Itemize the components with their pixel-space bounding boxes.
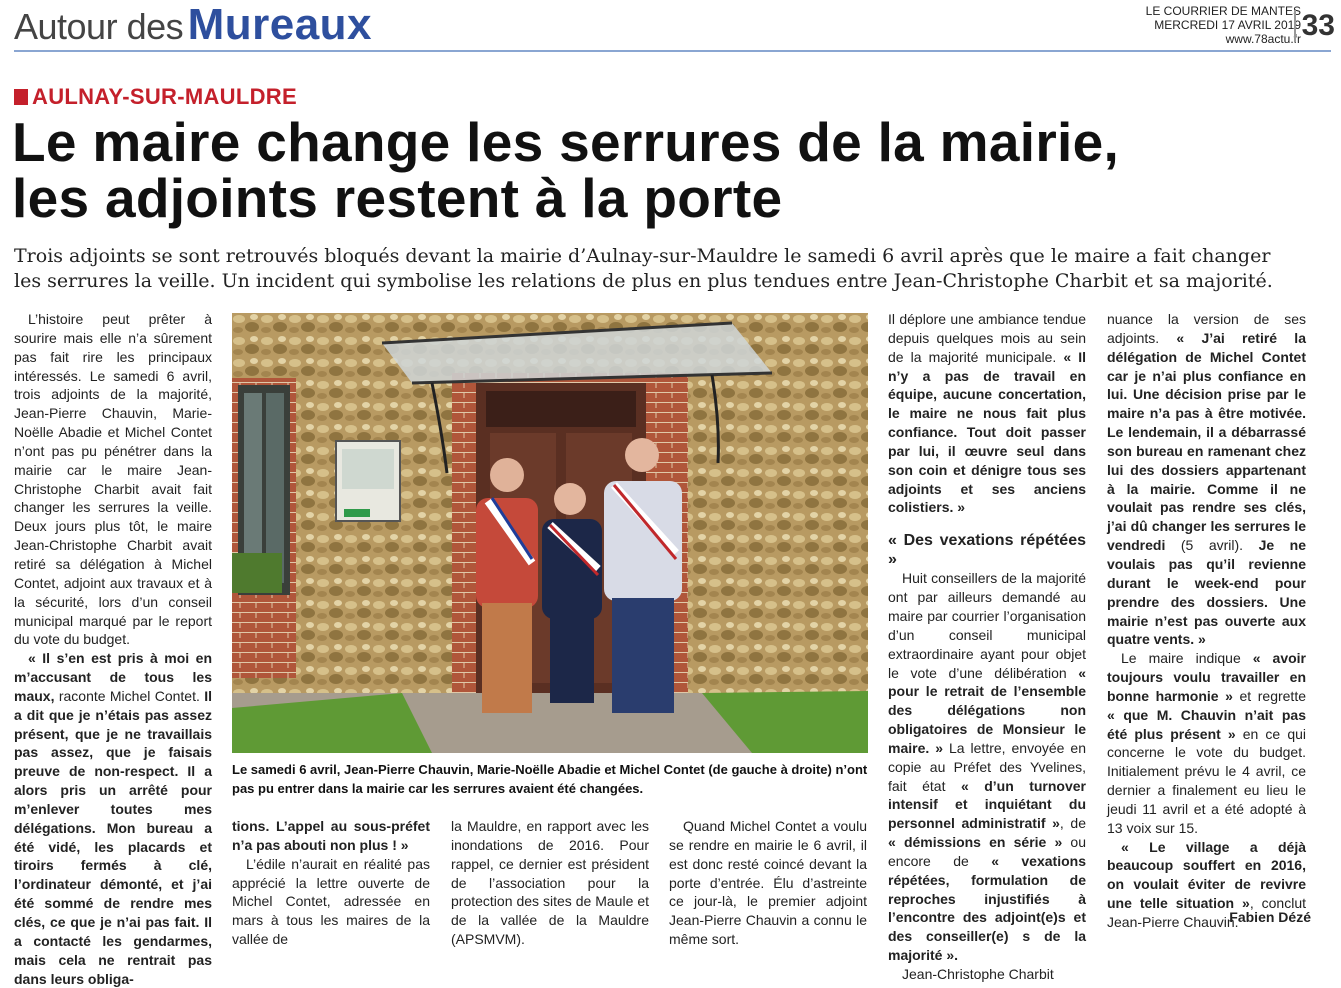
paragraph: Huit conseillers de la majorité ont par ailleurs demandé au maire par courrier l’organisation d’un conseil municipal extraordinaire ayant pour objet le vote d’une délibération « pour le retrait de l’ensemble des délégations non obligatoires de Monsieur le maire. » La lettre, envoyée en copie au Préfet des Yvelines, fait état « d’un turnover intensif et inquiétant du personnel administratif », de « démissions en série » ou encore de « vexations répétées, formulation de reproches injustifiés à l’encontre des adjoint(e)s et des conseiller(e) s de la majorité ». [888,570,1086,964]
section-town: Mureaux [187,0,373,49]
byline: Fabien Dézé [1229,909,1311,925]
article-photo [232,313,868,753]
kicker [14,84,297,110]
paragraph: Jean-Christophe Charbit [902,966,1054,982]
kicker-square-icon [14,89,28,105]
photo-caption: Le samedi 6 avril, Jean-Pierre Chauvin, Marie-Noëlle Abadie et Michel Contet (de gauche à droite) n’ont pas pu entrer dans la mairie car les serrures avaient été changées. [232,762,868,796]
paper-name: LE COURRIER DE MANTES [1145,4,1301,18]
paragraph: tions. L’appel au sous-préfet n’a pas abouti non plus ! » [232,818,430,853]
column-4 [669,817,867,949]
paper-info [1146,4,1301,46]
headline [12,111,1332,229]
column-5 [888,310,1086,984]
paragraph: nuance la version de ses adjoints. « J’ai retiré la délégation de Michel Contet car je n’ai plus confiance en lui. Une décision prise par le maire n’a pas à être motivée. Le lendemain, il a débarrassé son bureau en ramenant chez lui des dossiers appartenant à la mairie. Comme il ne voulait pas rendre ses clés, j’ai dû changer les serrures le vendredi (5 avril). Je ne voulais pas qu’il revienne durant le week-end pour prendre des dossiers. Une mairie n’est pas ouverte aux quatre vents. » [1107,311,1306,648]
column-1 [14,310,212,988]
paragraph: « Le village a déjà beaucoup souffert en 2016, on voulait éviter de revivre une telle situation », conclut Jean-Pierre Chauvin. [1107,838,1306,930]
section-header [14,0,373,49]
paragraph: la Mauldre, en rapport avec les inondations de 2016. Pour rappel, ce dernier est président de l’association pour la protection des sites de Maule et de la vallée de la Mauldre (APSMVM). [451,818,649,948]
town-hall-photo [232,313,868,753]
section-prefix: Autour des [14,6,184,47]
paragraph: « Il s’en est pris à moi en m’accusant de tous les maux, raconte Michel Contet. Il a dit que je n’étais pas assez présent, que je ne travaillais pas assez, que je faisais preuve de non-respect. Il a alors pris un arrêté pour m’enlever toutes mes délégations. Mon bureau a été vidé, les placards et tiroirs fermés à clé, l’ordinateur démonté, et j’ai été sommé de rendre mes clés, ce que je n’ai pas fait. Il a contacté les gendarmes, mais cela ne rentrait pas dans leurs obliga- [14,650,212,987]
paragraph: Le maire indique « avoir toujours voulu travailler en bonne harmonie » et regrette « que M. Chauvin n’ait pas été plus présent » en ce qui concerne le vote du budget. Initialement prévu le 4 avril, ce dernier a finalement eu lieu le jeudi 11 avril et a été adopté à 13 voix sur 15. [1107,650,1307,836]
standfirst-line-2: les serrures la veille. Un incident qui symbolise les relations de plus en plus tendues entre Jean-Christophe Charbit et sa majorité. [14,270,1273,292]
standfirst [14,244,1324,294]
page-number: 33 [1294,10,1335,42]
column-6 [1107,310,1306,932]
paper-website: www.78actu.fr [1225,32,1301,46]
column-3 [451,817,649,949]
issue-date: MERCREDI 17 AVRIL 2019 [1154,18,1301,32]
headline-line-2: les adjoints restent à la porte [12,167,783,229]
column-2 [232,817,430,949]
headline-line-1: Le maire change les serrures de la mairie, [12,111,1120,173]
paragraph: Il déplore une ambiance tendue depuis quelques mois au sein de la majorité municipale. « Il n’y a pas de travail en équipe, aucune concertation, le maire ne nous fait plus confiance. Tout doit passer par lui, il œuvre seul dans son coin et dénigre tous ses adjoints et ses anciens colistiers. » [888,311,1086,516]
subheading: « Des vexations répétées » [888,532,1086,569]
paragraph: L’édile n’aurait en réalité pas apprécié la lettre ouverte de Michel Contet, adressée en mars à tous les maires de la vallée de [232,855,430,948]
paragraph: Quand Michel Contet a voulu se rendre en mairie le 6 avril, il est donc resté coincé devant la porte d’entrée. Élu d’astreinte ce jour-là, le premier adjoint Jean-Pierre Chauvin a connu le même sort. [669,818,867,948]
standfirst-line-1: Trois adjoints se sont retrouvés bloqués devant la mairie d’Aulnay-sur-Mauldre le samedi 6 avril après que le maire a fait changer [14,245,1271,267]
paragraph: L’histoire peut prêter à sourire mais elle n’a sûrement pas fait rire les principaux intéressés. Le samedi 6 avril, trois adjoints de la majorité, Jean-Pierre Chauvin, Marie-Noëlle Abadie et Michel Contet n’ont pas pu pénétrer dans la mairie car le maire Jean-Christophe Charbit avait fait changer les serrures la veille. Deux jours plus tôt, le maire Jean-Christophe Charbit avait retiré sa délégation à Michel Contet, adjoint aux travaux et à la sécurité, lors d’un conseil municipal marqué par le report du vote du budget. [14,311,212,648]
kicker-text: AULNAY-SUR-MAULDRE [32,84,297,109]
header-rule [14,50,1331,52]
